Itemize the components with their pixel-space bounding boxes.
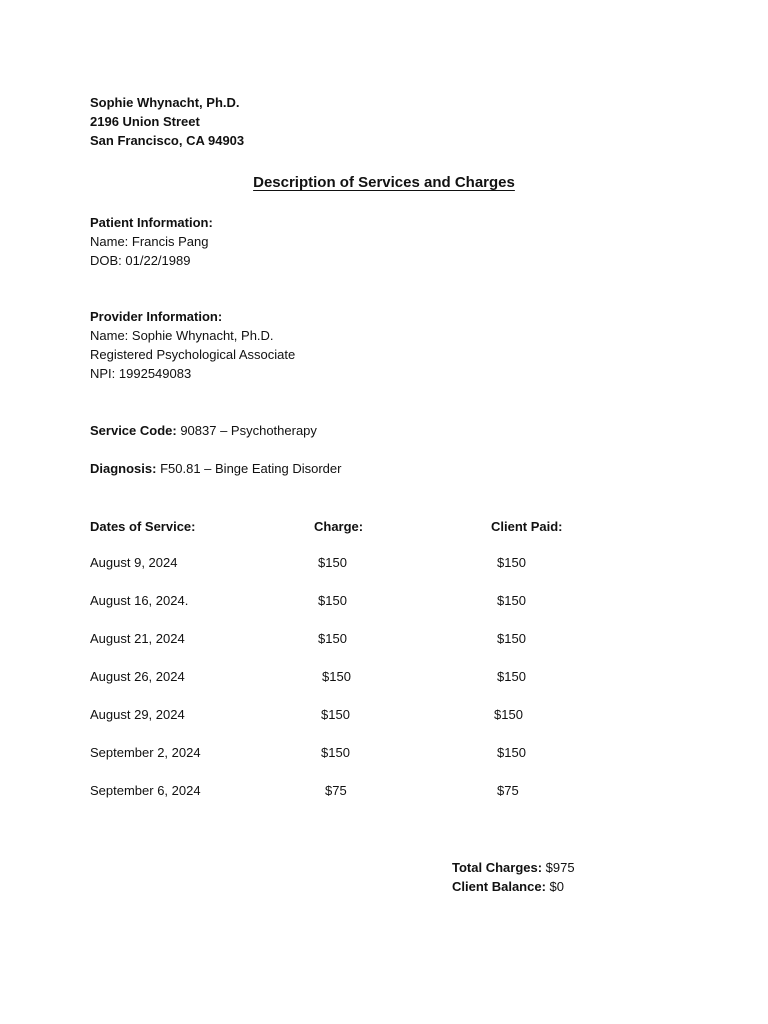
patient-dob: DOB: 01/22/1989: [90, 253, 191, 268]
sender-address: [90, 93, 244, 150]
provider-npi: NPI: 1992549083: [90, 366, 192, 381]
provider-name: Name: Sophie Whynacht, Ph.D.: [90, 328, 274, 343]
header-charge: Charge:: [314, 519, 364, 534]
row-charge: $150: [321, 707, 350, 722]
row-charge: $150: [322, 669, 351, 684]
row-paid: $150: [497, 669, 526, 684]
row-date: September 6, 2024: [90, 783, 201, 798]
sender-city: San Francisco, CA 94903: [90, 133, 245, 148]
row-date: August 16, 2024.: [90, 593, 189, 608]
sender-street: 2196 Union Street: [90, 114, 200, 129]
row-date: August 21, 2024: [90, 631, 185, 646]
table-row: [0, 667, 768, 687]
patient-name: Name: Francis Pang: [90, 234, 209, 249]
header-client-paid: Client Paid:: [491, 519, 563, 534]
patient-info: [90, 213, 213, 270]
row-paid: $150: [497, 555, 526, 570]
provider-heading: Provider Information:: [90, 309, 223, 324]
row-charge: $150: [318, 555, 347, 570]
row-charge: $150: [318, 631, 347, 646]
total-charges-value: $975: [542, 860, 575, 875]
service-code-value: 90837 – Psychotherapy: [176, 423, 317, 438]
row-date: September 2, 2024: [90, 745, 201, 760]
row-date: August 9, 2024: [90, 555, 178, 570]
table-row: [0, 591, 768, 611]
table-row: [0, 705, 768, 725]
table-row: [0, 629, 768, 649]
row-charge: $75: [325, 783, 347, 798]
patient-heading: Patient Information:: [90, 215, 213, 230]
total-charges-label: Total Charges:: [452, 860, 543, 875]
client-balance-label: Client Balance:: [452, 879, 546, 894]
row-charge: $150: [318, 593, 347, 608]
row-paid: $150: [497, 631, 526, 646]
document-title-text: Description of Services and Charges: [253, 174, 515, 191]
diagnosis-line: [90, 459, 341, 478]
service-code-line: [90, 421, 317, 440]
provider-title: Registered Psychological Associate: [90, 347, 296, 362]
table-row: [0, 781, 768, 801]
row-paid: $150: [497, 745, 526, 760]
row-date: August 29, 2024: [90, 707, 185, 722]
total-charges-line: [452, 858, 575, 877]
document-title: [0, 173, 768, 193]
table-row: [0, 743, 768, 763]
row-charge: $150: [321, 745, 350, 760]
header-dates: Dates of Service:: [90, 519, 196, 534]
client-balance-line: [452, 877, 575, 896]
totals-block: [452, 858, 575, 896]
row-paid: $75: [497, 783, 519, 798]
service-code-label: Service Code:: [90, 423, 177, 438]
row-paid: $150: [497, 593, 526, 608]
sender-name: Sophie Whynacht, Ph.D.: [90, 95, 240, 110]
table-row: [0, 553, 768, 573]
row-date: August 26, 2024: [90, 669, 185, 684]
diagnosis-value: F50.81 – Binge Eating Disorder: [156, 461, 342, 476]
diagnosis-label: Diagnosis:: [90, 461, 157, 476]
provider-info: [90, 307, 295, 383]
client-balance-value: $0: [545, 879, 564, 894]
row-paid: $150: [494, 707, 523, 722]
